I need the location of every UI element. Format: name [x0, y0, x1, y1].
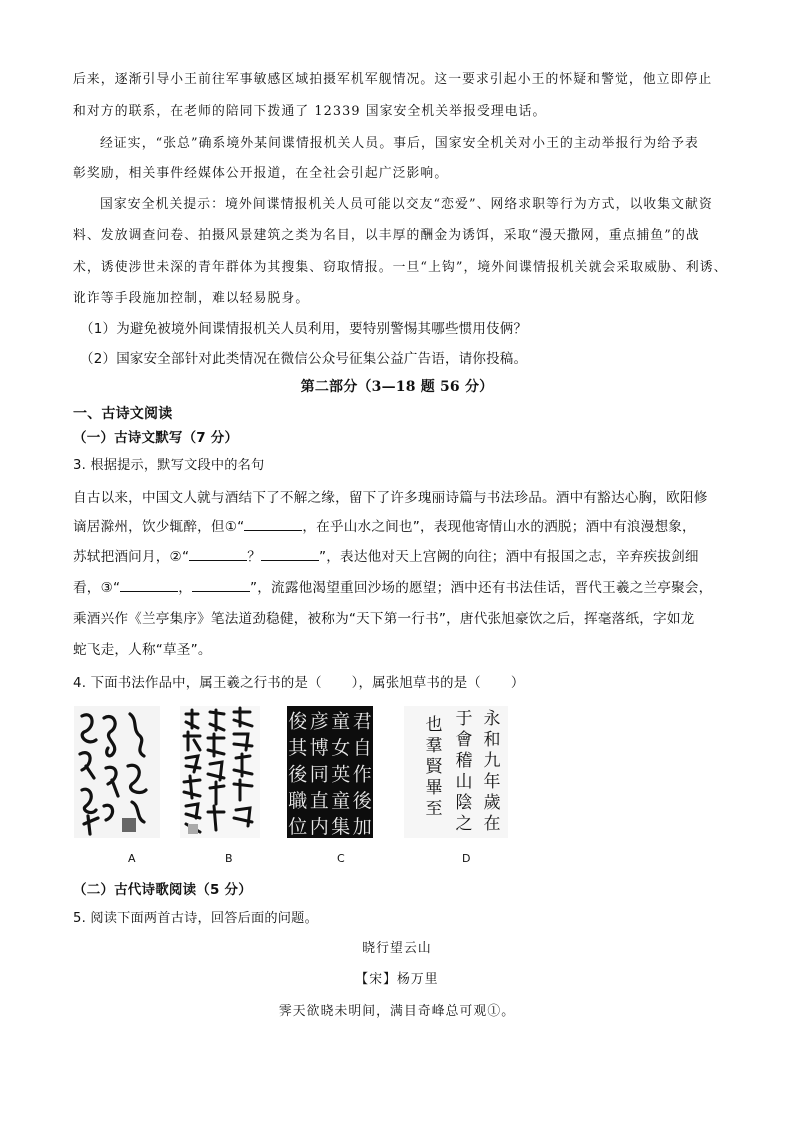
passage-line: 经证实，“张总”确系境外某间谍情报机关人员。事后，国家安全机关对小王的主动举报行为给予表: [100, 136, 699, 151]
calligraphy-image-b[interactable]: [180, 706, 260, 838]
calligraphy-char: 女: [331, 737, 351, 760]
calligraphy-char: 稽: [455, 751, 473, 771]
question-3-text: 蛇飞走，人称“草圣”。: [73, 642, 212, 658]
text-segment: ”，流露他渴望重回沙场的愿望；酒中还有书法佳话，晋代王羲之兰亭聚会，: [250, 580, 713, 596]
poem-line: 霁天欲晓未明间，满目奇峰总可观①。: [278, 1004, 516, 1019]
question-3-text: 自古以来，中国文人就与酒结下了不解之缘，留下了许多瑰丽诗篇与书法珍品。酒中有豁达心胸，欧阳修: [73, 490, 708, 506]
calligraphy-char: 彦: [309, 710, 329, 733]
question-4-stem: [73, 672, 524, 691]
text-segment: 看，③“: [73, 580, 121, 596]
text-segment: 谪居滁州，饮少辄醉，但①“: [73, 519, 245, 535]
answer-blank-3b[interactable]: [192, 579, 250, 592]
calligraphy-char: 後: [288, 763, 308, 786]
calligraphy-char: 歲: [483, 793, 501, 813]
answer-blank-2a[interactable]: [189, 548, 247, 561]
passage-line: 术，诱使涉世未深的青年群体为其搜集、窃取情报。一旦“上钩”，境外间谍情报机关就会采取威胁、利诱、: [73, 260, 728, 275]
option-label-a: A: [128, 852, 136, 865]
calligraphy-char: 内: [309, 816, 329, 838]
option-label-d: D: [462, 852, 471, 865]
question-3-text: [73, 545, 699, 565]
passage-line: 彰奖励，相关事件经媒体公开报道，在全社会引起广泛影响。: [73, 166, 449, 181]
poem-author: 【宋】杨万里: [355, 972, 439, 987]
text-segment: ）: [510, 676, 525, 691]
calligraphy-char: 作: [352, 763, 372, 786]
calligraphy-char: 和: [483, 730, 501, 750]
calligraphy-a-drawing: [74, 706, 160, 838]
calligraphy-b-drawing: [180, 706, 260, 838]
answer-blank-2b[interactable]: [261, 548, 319, 561]
option-label-c: C: [337, 852, 345, 865]
subsection-heading: （二）古代诗歌阅读（5 分）: [73, 882, 252, 898]
text-segment: 4. 下面书法作品中，属王羲之行书的是（: [73, 676, 322, 691]
calligraphy-char: 陰: [455, 793, 473, 813]
calligraphy-char: 年: [483, 772, 501, 792]
calligraphy-char: 英: [331, 763, 351, 786]
calligraphy-char: 俊: [288, 710, 308, 733]
calligraphy-char: 後: [352, 789, 372, 812]
calligraphy-char: 位: [288, 816, 308, 838]
answer-blank-1[interactable]: [244, 518, 302, 531]
calligraphy-char: 職: [288, 789, 308, 812]
calligraphy-char: 至: [425, 799, 443, 819]
calligraphy-char: 也: [425, 715, 443, 735]
question-5-stem: 5. 阅读下面两首古诗，回答后面的问题。: [73, 911, 318, 926]
calligraphy-char: 其: [288, 737, 308, 760]
question-1: （1）为避免被境外间谍情报机关人员利用，要特别警惕其哪些惯用伎俩？: [80, 321, 528, 337]
poem-title: 晓行望云山: [362, 941, 432, 956]
calligraphy-char: 會: [455, 730, 473, 750]
calligraphy-char: 九: [483, 751, 501, 771]
calligraphy-char: 博: [309, 737, 329, 760]
calligraphy-char: 童: [331, 789, 351, 812]
passage-line: 讹诈等手段施加控制，难以轻易脱身。: [73, 291, 310, 306]
calligraphy-char: 加: [352, 816, 372, 838]
passage-line: 料、发放调查问卷、拍摄风景建筑之类为名目，以丰厚的酬金为诱饵，采取“漫天撒网，重点捕鱼”的战: [73, 228, 700, 243]
option-label-b: B: [225, 852, 233, 865]
calligraphy-char: 同: [309, 763, 329, 786]
answer-blank-3a[interactable]: [120, 579, 178, 592]
text-segment: ”，表达他对天上宫阙的向往；酒中有报国之志，辛弃疾拔剑细: [318, 549, 699, 565]
question-3-text: 乘酒兴作《兰亭集序》笔法道劲稳健，被称为“天下第一行书”，唐代张旭豪饮之后，挥毫落纸，字如龙: [73, 611, 695, 627]
calligraphy-char: 童: [331, 710, 351, 733]
calligraphy-char: 在: [483, 814, 501, 834]
calligraphy-char: 于: [455, 709, 473, 729]
calligraphy-char: 永: [483, 709, 501, 729]
calligraphy-image-d[interactable]: [404, 706, 508, 838]
text-segment: 苏轼把酒问月，②“: [73, 549, 190, 565]
passage-line: 国家安全机关提示：境外间谍情报机关人员可能以交友“恋爱”、网络求职等行为方式，以收集文献资: [100, 197, 713, 212]
subsection-heading: （一）古诗文默写（7 分）: [73, 430, 239, 446]
calligraphy-char: 集: [331, 816, 351, 838]
section-heading: 一、古诗文阅读: [73, 406, 173, 422]
part-two-title: 第二部分（3—18 题 56 分）: [300, 379, 494, 395]
calligraphy-image-a[interactable]: [74, 706, 160, 838]
calligraphy-char: 之: [455, 814, 473, 834]
question-2: （2）国家安全部针对此类情况在微信公众号征集公益广告语，请你投稿。: [80, 351, 528, 367]
text-segment: ），属张旭草书的是（: [351, 676, 481, 691]
calligraphy-char: 君: [352, 710, 372, 733]
calligraphy-char: 直: [309, 789, 329, 812]
calligraphy-c-drawing: [287, 706, 373, 838]
calligraphy-d-drawing: [404, 706, 508, 838]
passage-line: 后来，逐渐引导小王前往军事敏感区域拍摄军机军舰情况。这一要求引起小王的怀疑和警觉，他立即停止: [73, 72, 713, 87]
calligraphy-char: 賢: [425, 757, 443, 777]
text-segment: ？: [247, 549, 261, 565]
question-3-text: [73, 576, 712, 596]
question-3-stem: 3. 根据提示，默写文段中的名句: [73, 458, 265, 473]
text-segment: ，在乎山水之间也”，表现他寄情山水的洒脱；酒中有浪漫想象，: [302, 519, 696, 535]
calligraphy-char: 畢: [425, 778, 443, 798]
calligraphy-image-c[interactable]: [287, 706, 373, 838]
calligraphy-char: 山: [455, 772, 473, 792]
calligraphy-char: 羣: [425, 736, 443, 756]
passage-line: 和对方的联系，在老师的陪同下拨通了 12339 国家安全机关举报受理电话。: [73, 104, 547, 119]
text-segment: ，: [178, 580, 193, 596]
question-3-text: [73, 515, 696, 535]
calligraphy-char: 自: [352, 737, 372, 760]
